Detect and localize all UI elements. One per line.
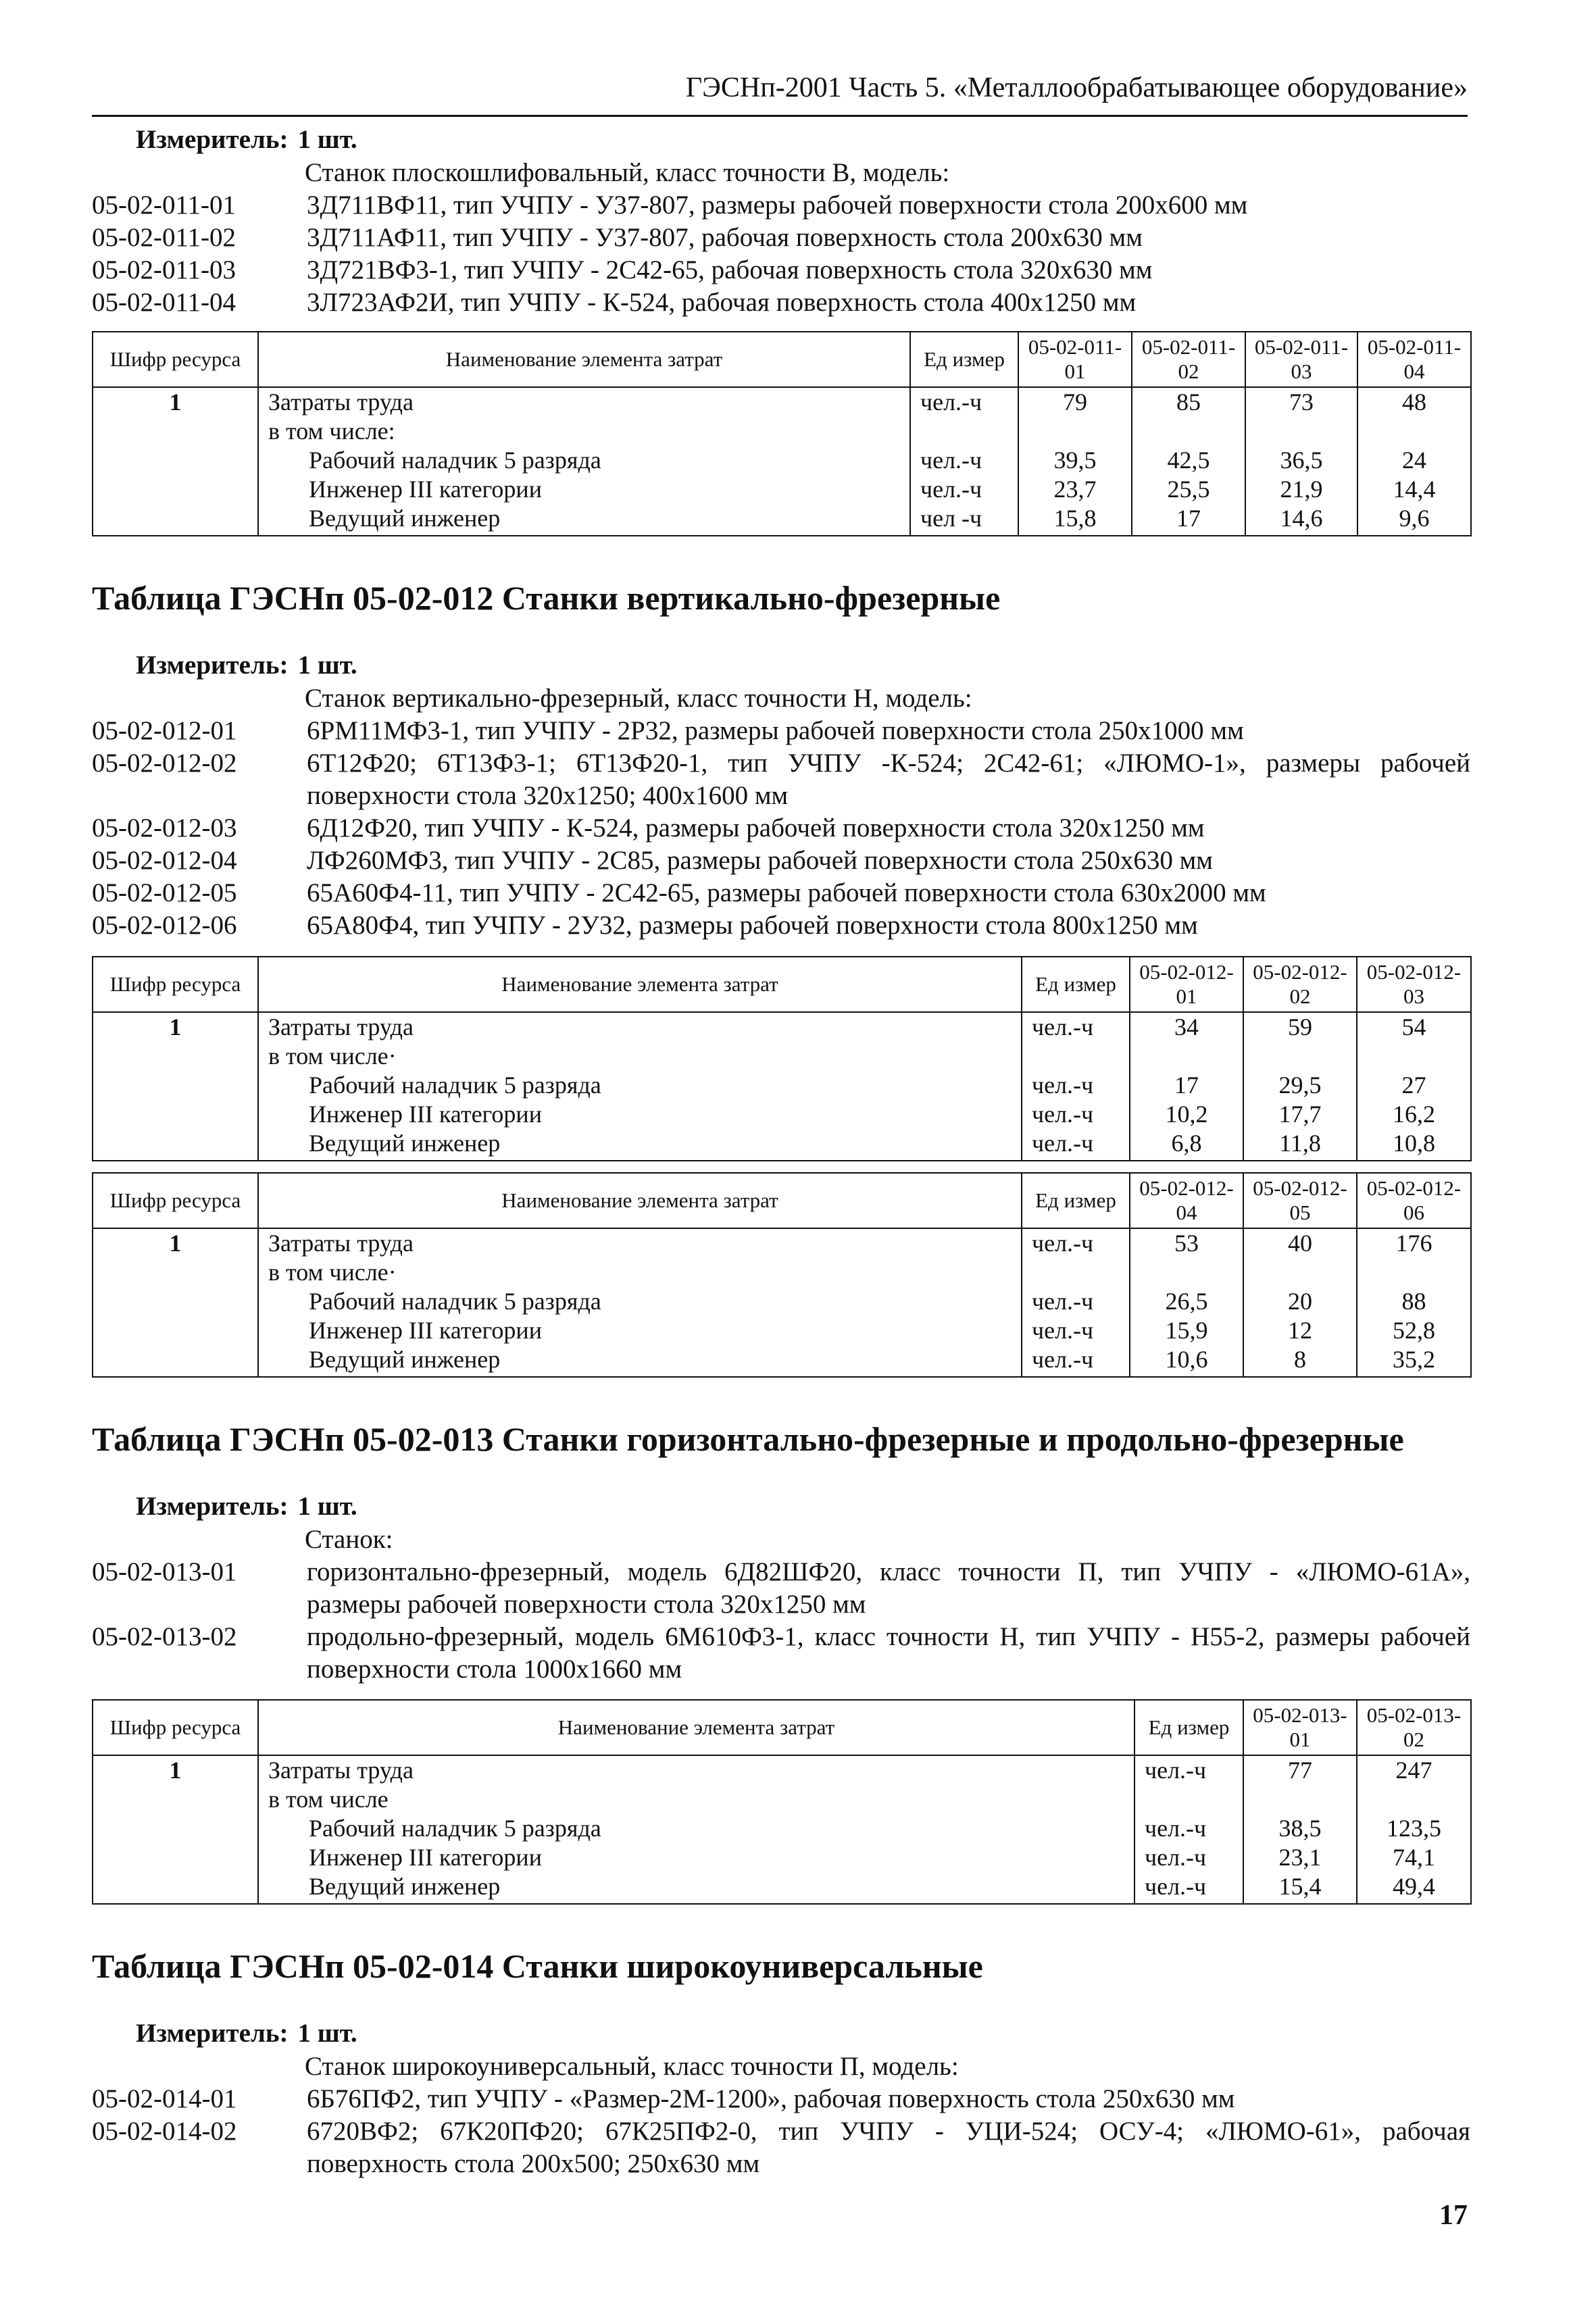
item-code: 05-02-014-01 (92, 2084, 237, 2113)
unit: чел.-ч (1032, 1101, 1094, 1128)
cost-name: Затраты труда (268, 1013, 414, 1040)
section-intro: Станок: (305, 1525, 393, 1554)
table-05-02-012-part2 (92, 1172, 1472, 1378)
cost-name: в том числе: (268, 418, 395, 445)
value (1246, 417, 1357, 446)
value: 14,4 (1393, 476, 1436, 503)
item-row (92, 254, 1470, 286)
measure-line (136, 123, 1470, 157)
unit: чел.-ч (1032, 1288, 1094, 1315)
section-intro: Станок вертикально-фрезерный, класс точности Н, модель: (305, 684, 972, 713)
value: 23,1 (1278, 1844, 1322, 1871)
cost-name: Ведущий инженер (309, 505, 501, 532)
cost-name: в том числе· (268, 1259, 397, 1286)
value (1132, 417, 1245, 446)
value: 247 (1395, 1757, 1432, 1784)
value: 73 (1289, 388, 1314, 416)
measure-label: Измеритель: (136, 125, 289, 154)
value: 35,2 (1393, 1346, 1435, 1373)
unit: чел.-ч (1032, 1013, 1094, 1040)
cost-names-cell (258, 1755, 1134, 1904)
value: 38,5 (1278, 1815, 1322, 1842)
value: 34 (1174, 1013, 1199, 1040)
cost-name: Ведущий инженер (309, 1346, 501, 1373)
cost-name: Рабочий наладчик 5 разряда (309, 447, 601, 474)
units-cell (1134, 1755, 1243, 1904)
running-header: ГЭСНп-2001 Часть 5. «Металлообрабатывающее оборудование» (92, 68, 1468, 117)
value (1357, 1042, 1470, 1071)
item-description: 3Д711АФ11, тип УЧПУ - У37-807, рабочая поверхность стола 200х630 мм (307, 223, 1143, 252)
measure-line (136, 1490, 1470, 1524)
value (1130, 1258, 1243, 1287)
section-heading: Таблица ГЭСНп 05-02-014 Станки широкоуниверсальные (92, 1947, 983, 1985)
values-cell (1357, 1755, 1471, 1904)
value: 39,5 (1053, 447, 1097, 474)
value (1244, 1042, 1356, 1071)
cost-name: в том числе· (268, 1042, 397, 1070)
section-05-02-011 (92, 123, 1470, 319)
values-cell (1243, 1755, 1357, 1904)
unit (1032, 1258, 1129, 1287)
values-cell (1357, 387, 1471, 536)
col-header-unit: Ед измер (1022, 957, 1130, 1012)
item-code: 05-02-012-01 (92, 716, 237, 745)
measure-label: Измеритель: (136, 2019, 289, 2048)
table-05-02-013 (92, 1699, 1472, 1905)
value: 54 (1401, 1013, 1426, 1040)
value: 24 (1402, 447, 1426, 474)
item-row (92, 2083, 1470, 2115)
measure-value: 1 шт. (297, 125, 357, 154)
value: 10,2 (1165, 1101, 1208, 1128)
unit: чел -ч (920, 505, 982, 532)
resource-code: 1 (93, 1228, 258, 1377)
cost-names-cell (258, 387, 910, 536)
value: 23,7 (1053, 476, 1097, 503)
col-header-norm: 05-02-012-02 (1243, 957, 1357, 1012)
col-header-norm: 05-02-011-02 (1132, 332, 1245, 387)
measure-line (136, 649, 1470, 682)
item-code: 05-02-012-05 (92, 878, 237, 907)
values-cell (1018, 387, 1132, 536)
value: 15,9 (1165, 1317, 1208, 1344)
unit: чел.-ч (1032, 1072, 1094, 1099)
value: 42,5 (1167, 447, 1210, 474)
values-cell (1130, 1228, 1243, 1377)
value: 40 (1288, 1230, 1312, 1257)
cost-name: в том числе (268, 1786, 389, 1813)
value: 74,1 (1393, 1844, 1435, 1871)
col-header-norm: 05-02-012-05 (1243, 1173, 1357, 1228)
col-header-norm: 05-02-012-06 (1357, 1173, 1471, 1228)
unit: чел.-ч (1145, 1757, 1207, 1784)
units-cell (1022, 1012, 1130, 1161)
value: 25,5 (1167, 476, 1210, 503)
item-description: 3Д711ВФ11, тип УЧПУ - У37-807, размеры рабочей поверхности стола 200х600 мм (307, 191, 1248, 220)
page-number: 17 (1439, 2200, 1468, 2231)
cost-name: Инженер III категории (309, 476, 542, 503)
value: 79 (1063, 388, 1087, 416)
item-description: продольно-фрезерный, модель 6М610Ф3-1, класс точности Н, тип УЧПУ - Н55-2, размеры рабочей поверхности стола 1000х1660 мм (307, 1622, 1470, 1684)
item-code: 05-02-012-04 (92, 846, 237, 875)
unit: чел.-ч (1032, 1230, 1094, 1257)
value: 77 (1288, 1757, 1312, 1784)
value: 12 (1288, 1317, 1312, 1344)
col-header-code: Шифр ресурса (93, 1700, 258, 1755)
cost-name: Инженер III категории (309, 1844, 542, 1871)
item-code: 05-02-011-03 (92, 255, 236, 284)
measure-label: Измеритель: (136, 1492, 289, 1521)
item-description: 6Б76ПФ2, тип УЧПУ - «Размер-2М-1200», рабочая поверхность стола 250х630 мм (307, 2084, 1235, 2113)
value: 26,5 (1165, 1288, 1208, 1315)
value (1244, 1258, 1356, 1287)
item-description: 6Т12Ф20; 6Т13Ф3-1; 6Т13Ф20-1, тип УЧПУ -К-524; 2С42-61; «ЛЮМО-1», размеры рабочей поверхности стола 320х1250; 400х1600 мм (307, 749, 1470, 810)
item-row (92, 1556, 1470, 1621)
item-description: 65А80Ф4, тип УЧПУ - 2У32, размеры рабочей поверхности стола 800х1250 мм (307, 911, 1198, 940)
item-description: 3Д721ВФ3-1, тип УЧПУ - 2С42-65, рабочая поверхность стола 320х630 мм (307, 255, 1153, 284)
cost-name: Затраты труда (268, 1757, 414, 1784)
section-intro: Станок широкоуниверсальный, класс точности П, модель: (305, 2052, 959, 2081)
col-header-name: Наименование элемента затрат (258, 957, 1022, 1012)
value: 53 (1174, 1230, 1199, 1257)
item-code: 05-02-012-03 (92, 813, 237, 842)
item-description: 6Д12Ф20, тип УЧПУ - К-524, размеры рабочей поверхности стола 320х1250 мм (307, 813, 1205, 842)
value: 11,8 (1279, 1130, 1321, 1157)
col-header-norm: 05-02-011-01 (1018, 332, 1132, 387)
unit: чел.-ч (1032, 1346, 1094, 1373)
item-row (92, 845, 1470, 877)
item-code: 05-02-014-02 (92, 2117, 237, 2146)
measure-value: 1 шт. (297, 2019, 357, 2048)
measure-label: Измеритель: (136, 651, 289, 680)
item-row (92, 222, 1470, 254)
item-code: 05-02-012-06 (92, 911, 237, 940)
value: 15,4 (1278, 1873, 1322, 1900)
value: 59 (1288, 1013, 1312, 1040)
unit: чел.-ч (1145, 1844, 1207, 1871)
table-05-02-011 (92, 331, 1472, 536)
value: 15,8 (1053, 505, 1097, 532)
section-intro: Станок плоскошлифовальный, класс точности В, модель: (305, 158, 950, 187)
section-05-02-014 (92, 2017, 1470, 2180)
section-heading: Таблица ГЭСНп 05-02-013 Станки горизонтально-фрезерные и продольно-фрезерные (92, 1420, 1404, 1458)
item-code: 05-02-013-02 (92, 1622, 237, 1651)
col-header-norm: 05-02-012-03 (1357, 957, 1471, 1012)
cost-name: Затраты труда (268, 1230, 414, 1257)
unit (1145, 1785, 1243, 1814)
value (1130, 1042, 1243, 1071)
unit: чел.-ч (1032, 1317, 1094, 1344)
section-05-02-013 (92, 1490, 1470, 1686)
value: 17 (1174, 1072, 1199, 1099)
value (1019, 417, 1131, 446)
item-row (92, 747, 1470, 812)
item-code: 05-02-012-02 (92, 749, 237, 778)
cost-name: Затраты труда (268, 388, 414, 416)
value: 17 (1176, 505, 1201, 532)
value (1358, 417, 1470, 446)
item-code: 05-02-011-02 (92, 223, 236, 252)
cost-names-cell (258, 1228, 1022, 1377)
unit: чел.-ч (920, 447, 982, 474)
item-row (92, 2115, 1470, 2180)
col-header-code: Шифр ресурса (93, 957, 258, 1012)
unit: чел.-ч (920, 476, 982, 503)
item-code: 05-02-011-01 (92, 191, 236, 220)
col-header-norm: 05-02-011-04 (1357, 332, 1471, 387)
cost-name: Инженер III категории (309, 1317, 542, 1344)
measure-value: 1 шт. (297, 1492, 357, 1521)
unit: чел.-ч (1032, 1130, 1094, 1157)
col-header-name: Наименование элемента затрат (258, 332, 910, 387)
values-cell (1245, 387, 1357, 536)
value: 20 (1288, 1288, 1312, 1315)
unit (1032, 1042, 1129, 1071)
value: 29,5 (1278, 1072, 1322, 1099)
item-description: 6720ВФ2; 67К20ПФ20; 67К25ПФ2-0, тип УЧПУ - УЦИ-524; ОСУ-4; «ЛЮМО-61», рабочая поверхность стола 200х500; 250х630 мм (307, 2117, 1470, 2178)
value (1244, 1785, 1356, 1814)
value: 27 (1401, 1072, 1426, 1099)
item-row (92, 189, 1470, 222)
item-row (92, 715, 1470, 747)
col-header-norm: 05-02-012-04 (1130, 1173, 1243, 1228)
unit (920, 417, 1018, 446)
measure-line (136, 2017, 1470, 2051)
value (1357, 1785, 1470, 1814)
item-description: 65А60Ф4-11, тип УЧПУ - 2С42-65, размеры рабочей поверхности стола 630х2000 мм (307, 878, 1266, 907)
section-heading: Таблица ГЭСНп 05-02-012 Станки вертикально-фрезерные (92, 579, 1001, 617)
values-cell (1130, 1012, 1243, 1161)
col-header-unit: Ед измер (1022, 1173, 1130, 1228)
value: 6,8 (1171, 1130, 1202, 1157)
col-header-name: Наименование элемента затрат (258, 1700, 1134, 1755)
value: 88 (1401, 1288, 1426, 1315)
value: 85 (1176, 388, 1201, 416)
value: 48 (1402, 388, 1426, 416)
col-header-unit: Ед измер (1134, 1700, 1243, 1755)
col-header-unit: Ед измер (910, 332, 1018, 387)
unit: чел.-ч (1145, 1873, 1207, 1900)
item-code: 05-02-011-04 (92, 288, 236, 317)
unit: чел.-ч (920, 388, 982, 416)
cost-name: Рабочий наладчик 5 разряда (309, 1288, 601, 1315)
section-05-02-012 (92, 649, 1470, 942)
col-header-code: Шифр ресурса (93, 332, 258, 387)
value: 9,6 (1399, 505, 1430, 532)
units-cell (1022, 1228, 1130, 1377)
item-description: 6РМ11МФ3-1, тип УЧПУ - 2Р32, размеры рабочей поверхности стола 250х1000 мм (307, 716, 1244, 745)
cost-name: Инженер III категории (309, 1101, 542, 1128)
item-code: 05-02-013-01 (92, 1557, 237, 1586)
col-header-code: Шифр ресурса (93, 1173, 258, 1228)
values-cell (1243, 1012, 1357, 1161)
value: 14,6 (1280, 505, 1323, 532)
table-05-02-012-part1 (92, 956, 1472, 1161)
item-row (92, 909, 1470, 942)
unit: чел.-ч (1145, 1815, 1207, 1842)
cost-name: Ведущий инженер (309, 1130, 501, 1157)
col-header-norm: 05-02-013-01 (1243, 1700, 1357, 1755)
resource-code: 1 (93, 387, 258, 536)
values-cell (1357, 1012, 1471, 1161)
value: 52,8 (1393, 1317, 1435, 1344)
item-row (92, 812, 1470, 845)
value: 10,6 (1165, 1346, 1208, 1373)
values-cell (1357, 1228, 1471, 1377)
cost-name: Ведущий инженер (309, 1873, 501, 1900)
units-cell (910, 387, 1018, 536)
item-row (92, 286, 1470, 319)
values-cell (1243, 1228, 1357, 1377)
value: 36,5 (1280, 447, 1323, 474)
col-header-norm: 05-02-012-01 (1130, 957, 1243, 1012)
values-cell (1132, 387, 1245, 536)
item-description: 3Л723АФ2И, тип УЧПУ - К-524, рабочая поверхность стола 400х1250 мм (307, 288, 1137, 317)
value: 8 (1294, 1346, 1306, 1373)
value: 10,8 (1393, 1130, 1435, 1157)
value: 21,9 (1280, 476, 1323, 503)
measure-value: 1 шт. (297, 651, 357, 680)
col-header-name: Наименование элемента затрат (258, 1173, 1022, 1228)
item-description: горизонтально-фрезерный, модель 6Д82ШФ20, класс точности П, тип УЧПУ - «ЛЮМО-61А», размеры рабочей поверхности стола 320х1250 мм (307, 1557, 1470, 1619)
cost-name: Рабочий наладчик 5 разряда (309, 1815, 601, 1842)
value: 49,4 (1393, 1873, 1435, 1900)
item-description: ЛФ260МФ3, тип УЧПУ - 2С85, размеры рабочей поверхности стола 250х630 мм (307, 846, 1213, 875)
cost-names-cell (258, 1012, 1022, 1161)
value: 16,2 (1393, 1101, 1435, 1128)
value: 123,5 (1387, 1815, 1441, 1842)
cost-name: Рабочий наладчик 5 разряда (309, 1072, 601, 1099)
value: 176 (1395, 1230, 1432, 1257)
item-row (92, 877, 1470, 909)
col-header-norm: 05-02-011-03 (1245, 332, 1357, 387)
value: 17,7 (1278, 1101, 1322, 1128)
value (1357, 1258, 1470, 1287)
col-header-norm: 05-02-013-02 (1357, 1700, 1471, 1755)
item-row (92, 1621, 1470, 1686)
resource-code: 1 (93, 1755, 258, 1904)
resource-code: 1 (93, 1012, 258, 1161)
